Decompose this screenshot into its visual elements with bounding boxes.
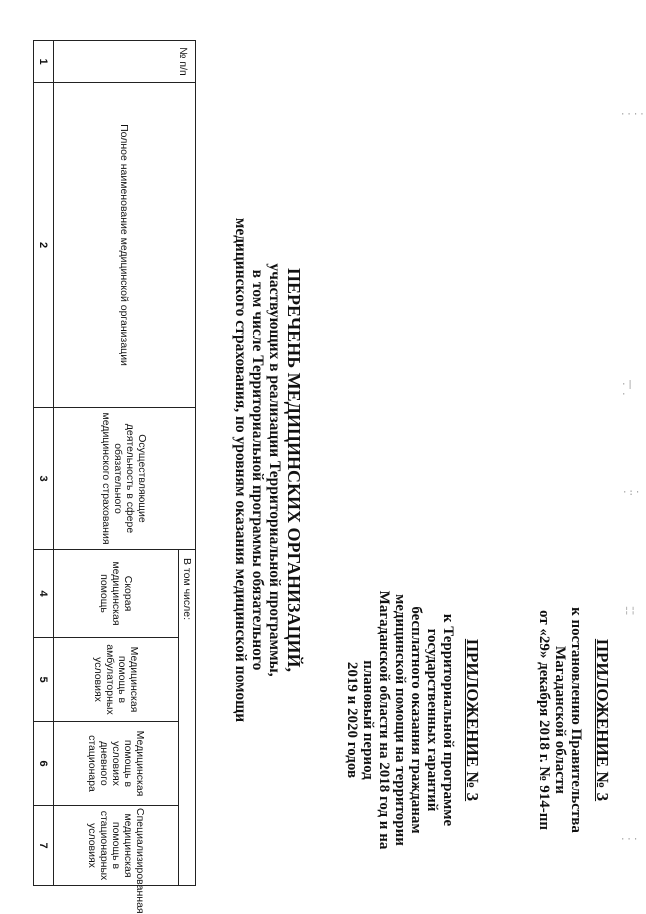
document-title-block <box>232 130 305 810</box>
header-outpatient: Медицинская помощь в амбулаторных условиях <box>54 638 179 722</box>
header-emergency: Скорая медицинская помощь <box>54 550 179 638</box>
header-oms: Осуществляющие деятельность в сфере обязательного медицинского страхования <box>54 408 196 550</box>
header-specialized: Специализированная медицинская помощь в стационарных условиях <box>54 806 179 886</box>
scan-mark: ¦¦ <box>624 606 637 616</box>
appendix-line: медицинской помощи на территории <box>392 594 408 846</box>
appendix-line: Магаданской области <box>552 646 568 794</box>
header-including: В том числе: <box>179 550 196 886</box>
appendix-title-second: ПРИЛОЖЕНИЕ № 3 <box>463 638 482 802</box>
scan-mark: ·:· <box>622 488 642 498</box>
header-day-hospital: Медицинская помощь в условиях дневного стационара <box>54 722 179 806</box>
document-subtitle: в том числе Территориальной программы обязательного <box>249 269 266 671</box>
appendix-title: ПРИЛОЖЕНИЕ № 3 <box>593 638 612 802</box>
scan-mark: ·|· <box>621 380 634 400</box>
column-number: 7 <box>34 806 54 886</box>
organizations-table <box>33 40 196 914</box>
header-number: № п/п <box>54 41 196 83</box>
appendix-line: 2019 и 2020 годов <box>344 661 360 779</box>
column-number: 4 <box>34 550 54 638</box>
appendix-line: к Территориальной программе <box>440 613 456 827</box>
column-number: 3 <box>34 408 54 550</box>
appendix-line: к постановлению Правительства <box>568 607 584 833</box>
column-number: 5 <box>34 638 54 722</box>
column-number: 2 <box>34 83 54 408</box>
column-number: 6 <box>34 722 54 806</box>
appendix-line: государственных гарантий <box>424 628 440 812</box>
appendix-line: плановый период <box>360 660 376 780</box>
appendix-block-second <box>344 545 480 895</box>
scan-mark: ···· <box>620 110 646 120</box>
appendix-block-top <box>536 555 610 885</box>
scan-mark: ··· <box>620 835 640 845</box>
document-subtitle: медицинского страхования, по уровням оказания медицинской помощи <box>232 217 249 723</box>
column-number: 1 <box>34 41 54 83</box>
document-title: ПЕРЕЧЕНЬ МЕДИЦИНСКИХ ОРГАНИЗАЦИЙ, <box>284 267 304 673</box>
appendix-line: бесплатного оказания гражданам <box>408 606 424 834</box>
header-org-name: Полное наименование медицинской организации <box>54 83 196 408</box>
document-subtitle: участвующих в реализации Территориальной программы, <box>266 263 283 677</box>
appendix-line: от «29» декабря 2018 г. № 914-пп <box>536 609 552 830</box>
appendix-line: Магаданской области на 2018 год и на <box>376 590 392 850</box>
